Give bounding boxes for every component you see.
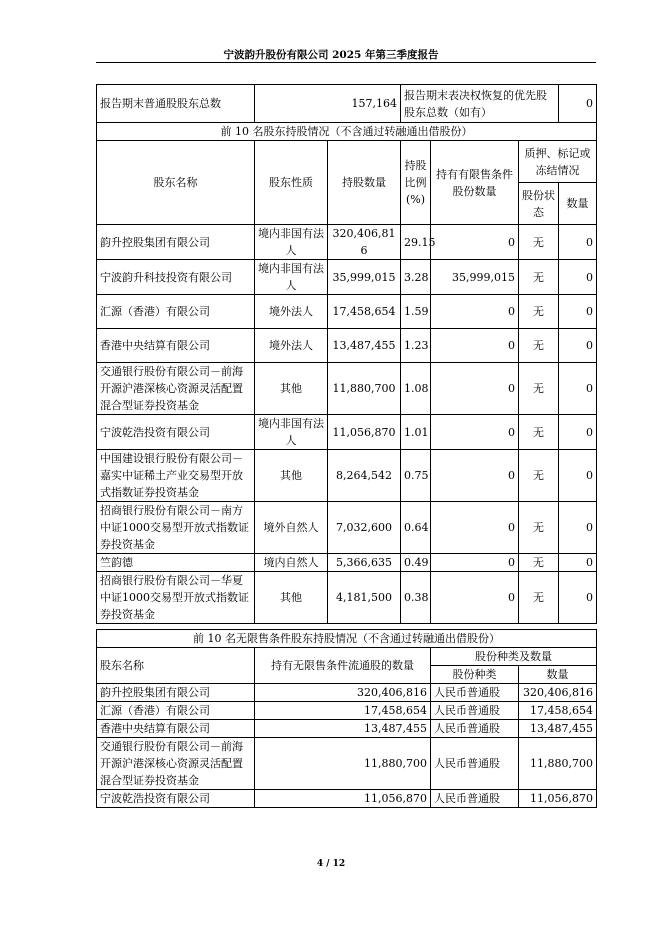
share-quantity: 13,487,455	[519, 720, 597, 738]
unrestricted-section-title: 前 10 名无限售条件股东持股情况（不含通过转融通出借股份）	[97, 630, 597, 648]
col-header-pledge-status: 股份状态	[519, 183, 559, 225]
pledge-status: 无	[519, 502, 559, 554]
shareholder-name: 香港中央结算有限公司	[97, 720, 255, 738]
col-header-share-kind-group: 股份种类及数量	[431, 648, 597, 666]
holding-ratio: 29.15	[401, 225, 431, 260]
table-row	[97, 502, 597, 554]
preferred-holders-label: 报告期末表决权恢复的优先股股东总数（如有）	[401, 85, 559, 123]
shareholder-nature: 境外法人	[255, 329, 328, 363]
shares-held: 35,999,015	[328, 260, 401, 295]
col-header-pledge-qty: 数量	[559, 183, 597, 225]
restricted-shares: 0	[431, 502, 519, 554]
restricted-shares: 0	[431, 363, 519, 415]
shareholder-name: 汇源（香港）有限公司	[97, 295, 255, 329]
shareholder-name: 中国建设银行股份有限公司－嘉实中证稀土产业交易型开放式指数证券投资基金	[97, 450, 255, 502]
restricted-shares: 0	[431, 329, 519, 363]
pledge-status: 无	[519, 295, 559, 329]
shareholder-name: 招商银行股份有限公司－南方中证1000交易型开放式指数证券投资基金	[97, 502, 255, 554]
header-row	[97, 141, 597, 183]
share-quantity: 11,880,700	[519, 738, 597, 790]
col-header-restricted: 持有有限售条件股份数量	[431, 141, 519, 225]
table-row	[97, 260, 597, 295]
restricted-shares: 0	[431, 572, 519, 624]
col-header-share-qty: 数量	[519, 666, 597, 684]
table-row	[97, 554, 597, 572]
share-quantity: 17,458,654	[519, 702, 597, 720]
common-holders-label: 报告期末普通股股东总数	[97, 85, 255, 123]
pledge-quantity: 0	[559, 502, 597, 554]
top10-shareholders-table	[96, 84, 597, 624]
col-header-unrestricted-count: 持有无限售条件流通股的数量	[255, 648, 431, 684]
unrestricted-shareholders-table	[96, 629, 597, 808]
holding-ratio: 1.01	[401, 415, 431, 450]
header-divider	[96, 62, 596, 63]
table-row	[97, 720, 597, 738]
pledge-quantity: 0	[559, 415, 597, 450]
pledge-quantity: 0	[559, 572, 597, 624]
share-kind: 人民币普通股	[431, 738, 519, 790]
share-kind: 人民币普通股	[431, 790, 519, 808]
shareholder-name: 香港中央结算有限公司	[97, 329, 255, 363]
share-kind: 人民币普通股	[431, 720, 519, 738]
shareholder-name: 汇源（香港）有限公司	[97, 702, 255, 720]
holding-ratio: 0.64	[401, 502, 431, 554]
holding-ratio: 3.28	[401, 260, 431, 295]
summary-row	[97, 85, 597, 123]
pledge-quantity: 0	[559, 450, 597, 502]
unrestricted-count: 11,056,870	[255, 790, 431, 808]
shareholder-nature: 其他	[255, 572, 328, 624]
holding-ratio: 1.23	[401, 329, 431, 363]
shareholder-name: 宁波乾浩投资有限公司	[97, 790, 255, 808]
restricted-shares: 0	[431, 225, 519, 260]
pledge-status: 无	[519, 329, 559, 363]
restricted-shares: 0	[431, 295, 519, 329]
shareholder-nature: 境内非国有法人	[255, 225, 328, 260]
holding-ratio: 0.75	[401, 450, 431, 502]
share-kind: 人民币普通股	[431, 684, 519, 702]
table-row	[97, 329, 597, 363]
table-row	[97, 790, 597, 808]
holding-ratio: 1.59	[401, 295, 431, 329]
pledge-quantity: 0	[559, 295, 597, 329]
col-header-pledge: 质押、标记或冻结情况	[519, 141, 597, 183]
pledge-status: 无	[519, 225, 559, 260]
share-kind: 人民币普通股	[431, 702, 519, 720]
shareholder-nature: 境外自然人	[255, 502, 328, 554]
report-header-title: 宁波韵升股份有限公司 2025 年第三季度报告	[223, 49, 439, 61]
shareholder-name: 宁波乾浩投资有限公司	[97, 415, 255, 450]
holding-ratio: 1.08	[401, 363, 431, 415]
shareholder-nature: 境内非国有法人	[255, 260, 328, 295]
shareholder-name: 韵升控股集团有限公司	[97, 684, 255, 702]
shareholder-name: 招商银行股份有限公司－华夏中证1000交易型开放式指数证券投资基金	[97, 572, 255, 624]
preferred-holders-value: 0	[559, 85, 597, 123]
shareholder-name: 竺韵德	[97, 554, 255, 572]
unrestricted-count: 320,406,816	[255, 684, 431, 702]
shareholder-nature: 其他	[255, 450, 328, 502]
shares-held: 11,880,700	[328, 363, 401, 415]
pledge-quantity: 0	[559, 329, 597, 363]
page-number: 4 / 12	[316, 859, 346, 869]
shares-held: 8,264,542	[328, 450, 401, 502]
table-row	[97, 363, 597, 415]
pledge-status: 无	[519, 572, 559, 624]
restricted-shares: 0	[431, 415, 519, 450]
shareholder-nature: 境外法人	[255, 295, 328, 329]
col-header-shares: 持股数量	[328, 141, 401, 225]
shares-held: 320,406,816	[328, 225, 401, 260]
shareholder-nature: 境内自然人	[255, 554, 328, 572]
table-row	[97, 450, 597, 502]
shareholder-nature: 其他	[255, 363, 328, 415]
restricted-shares: 0	[431, 450, 519, 502]
share-quantity: 11,056,870	[519, 790, 597, 808]
col-header-name: 股东名称	[97, 141, 255, 225]
pledge-quantity: 0	[559, 363, 597, 415]
unrestricted-count: 13,487,455	[255, 720, 431, 738]
shares-held: 4,181,500	[328, 572, 401, 624]
table-row	[97, 572, 597, 624]
col-header-share-kind: 股份种类	[431, 666, 519, 684]
shareholder-name: 交通银行股份有限公司－前海开源沪港深核心资源灵活配置混合型证券投资基金	[97, 363, 255, 415]
section-title-row	[97, 123, 597, 141]
common-holders-value: 157,164	[255, 85, 401, 123]
pledge-quantity: 0	[559, 260, 597, 295]
top10-section-title: 前 10 名股东持股情况（不含通过转融通出借股份）	[97, 123, 597, 141]
shareholder-name: 韵升控股集团有限公司	[97, 225, 255, 260]
table-row	[97, 684, 597, 702]
pledge-status: 无	[519, 363, 559, 415]
shares-held: 7,032,600	[328, 502, 401, 554]
table-row	[97, 295, 597, 329]
shares-held: 17,458,654	[328, 295, 401, 329]
table-row	[97, 702, 597, 720]
pledge-status: 无	[519, 415, 559, 450]
holding-ratio: 0.38	[401, 572, 431, 624]
unrestricted-count: 11,880,700	[255, 738, 431, 790]
unrestricted-count: 17,458,654	[255, 702, 431, 720]
table-row	[97, 415, 597, 450]
pledge-status: 无	[519, 450, 559, 502]
col-header-ratio: 持股比例(%)	[401, 141, 431, 225]
section-title-row	[97, 630, 597, 648]
pledge-status: 无	[519, 260, 559, 295]
header-row	[97, 648, 597, 666]
col-header-nature: 股东性质	[255, 141, 328, 225]
shares-held: 13,487,455	[328, 329, 401, 363]
share-quantity: 320,406,816	[519, 684, 597, 702]
pledge-quantity: 0	[559, 225, 597, 260]
shares-held: 11,056,870	[328, 415, 401, 450]
holding-ratio: 0.49	[401, 554, 431, 572]
restricted-shares: 0	[431, 554, 519, 572]
shareholder-nature: 境内非国有法人	[255, 415, 328, 450]
shares-held: 5,366,635	[328, 554, 401, 572]
table-row	[97, 738, 597, 790]
table-row	[97, 225, 597, 260]
shareholder-name: 宁波韵升科技投资有限公司	[97, 260, 255, 295]
pledge-status: 无	[519, 554, 559, 572]
shareholder-name: 交通银行股份有限公司－前海开源沪港深核心资源灵活配置混合型证券投资基金	[97, 738, 255, 790]
col-header-name: 股东名称	[97, 648, 255, 684]
pledge-quantity: 0	[559, 554, 597, 572]
restricted-shares: 35,999,015	[431, 260, 519, 295]
